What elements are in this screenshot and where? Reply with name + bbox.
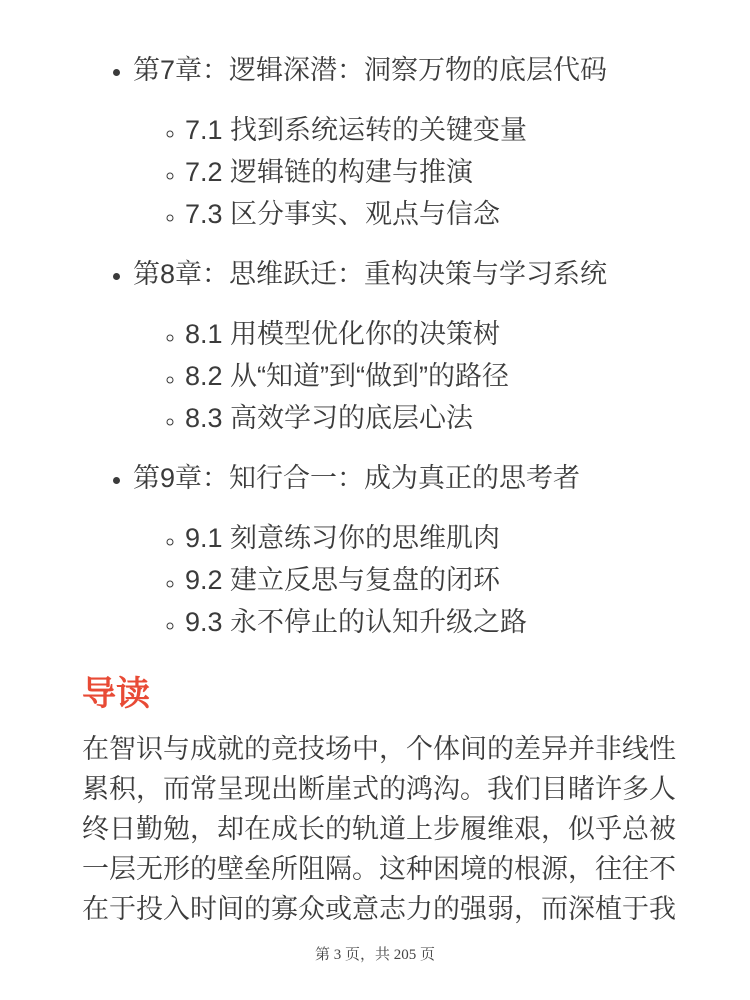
toc-section-label: 8.3 高效学习的底层心法 xyxy=(185,403,474,433)
toc-section-item xyxy=(185,109,672,151)
toc-section-label: 7.2 逻辑链的构建与推演 xyxy=(185,157,474,187)
toc-section-item xyxy=(185,517,672,559)
toc-section-item xyxy=(185,151,672,193)
toc-chapter-sections xyxy=(133,109,672,235)
intro-paragraph: 在智识与成就的竞技场中，个体间的差异并非线性累积，而常呈现出断崖式的鸿沟。我们目睹许多人终日勤勉，却在成长的轨道上步履维艰，似乎总被一层无形的壁垒所阻隔。这种困境的根源，往往不在于投入时间的寡众或意志力的强弱，而深植于我 xyxy=(82,734,676,924)
toc-section-item xyxy=(185,355,672,397)
toc-chapter xyxy=(133,253,672,439)
toc-section-label: 7.1 找到系统运转的关键变量 xyxy=(185,115,528,145)
toc-chapter-title: 第9章：知行合一：成为真正的思考者 xyxy=(133,463,581,493)
page-number-indicator: 第 3 页，共 205 页 xyxy=(314,947,435,963)
toc-section-item xyxy=(185,313,672,355)
table-of-contents xyxy=(82,49,672,643)
toc-chapter xyxy=(133,457,672,643)
toc-section-label: 9.2 建立反思与复盘的闭环 xyxy=(185,565,501,595)
toc-section-label: 9.3 永不停止的认知升级之路 xyxy=(185,607,528,637)
toc-chapter-sections xyxy=(133,517,672,643)
toc-section-item xyxy=(185,193,672,235)
toc-chapter-title: 第8章：思维跃迁：重构决策与学习系统 xyxy=(133,259,608,289)
toc-chapter xyxy=(133,49,672,235)
toc-chapter-sections xyxy=(133,313,672,439)
toc-section-label: 9.1 刻意练习你的思维肌肉 xyxy=(185,523,501,553)
toc-chapter-title: 第7章：逻辑深潜：洞察万物的底层代码 xyxy=(133,55,608,85)
toc-section-item xyxy=(185,601,672,643)
toc-section-label: 7.3 区分事实、观点与信念 xyxy=(185,199,501,229)
toc-section-label: 8.2 从“知道”到“做到”的路径 xyxy=(185,361,509,391)
toc-section-item xyxy=(185,559,672,601)
section-heading: 导读 xyxy=(82,675,150,713)
toc-section-item xyxy=(185,397,672,439)
toc-section-label: 8.1 用模型优化你的决策树 xyxy=(185,319,501,349)
